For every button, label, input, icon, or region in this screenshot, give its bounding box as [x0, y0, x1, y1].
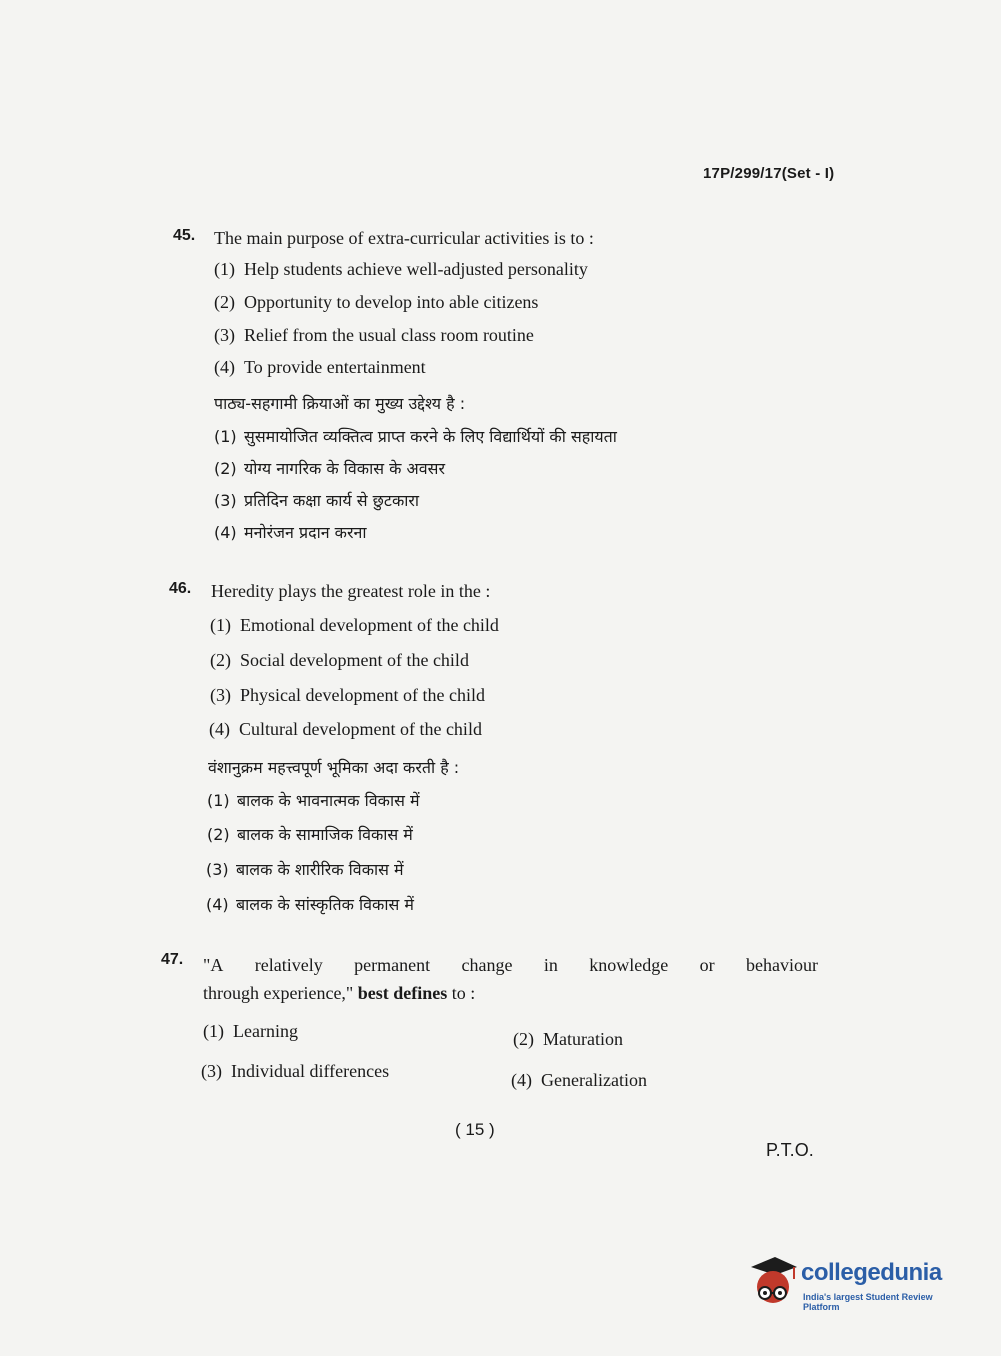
- question-47-text-line2: through experience," best defines to :: [203, 983, 476, 1003]
- q45-option-2: (2) Opportunity to develop into able citizens: [214, 292, 539, 312]
- q46-option-3: (3) Physical development of the child: [210, 685, 485, 705]
- question-45-text-hindi: पाठ्य-सहगामी क्रियाओं का मुख्य उद्देश्य है :: [214, 394, 466, 413]
- question-45-number: 45.: [173, 227, 196, 244]
- question-46-text-hindi: वंशानुक्रम महत्त्वपूर्ण भूमिका अदा करती है :: [208, 758, 460, 777]
- q47-option-3: (3) Individual differences: [201, 1061, 390, 1081]
- q47-option-2: (2) Maturation: [513, 1029, 623, 1049]
- q46-option-2-hindi: (2) बालक के सामाजिक विकास में: [207, 825, 413, 844]
- q45-option-4: (4) To provide entertainment: [214, 357, 426, 377]
- q47-option-1: (1) Learning: [203, 1021, 298, 1041]
- brand-tagline: India's largest Student Review Platform: [803, 1292, 933, 1312]
- question-47-number: 47.: [161, 951, 184, 968]
- question-46-text: Heredity plays the greatest role in the :: [211, 581, 491, 601]
- q46-option-1: (1) Emotional development of the child: [210, 615, 499, 635]
- brand-name: collegedunia: [801, 1259, 942, 1286]
- q45-option-2-hindi: (2) योग्य नागरिक के विकास के अवसर: [214, 459, 445, 478]
- q46-option-2: (2) Social development of the child: [210, 650, 469, 670]
- collegedunia-logo: [745, 1253, 970, 1313]
- q46-option-4-hindi: (4) बालक के सांस्कृतिक विकास में: [206, 895, 414, 914]
- q46-option-1-hindi: (1) बालक के भावनात्मक विकास में: [207, 791, 420, 810]
- q45-option-1-hindi: (1) सुसमायोजित व्यक्तित्व प्राप्त करने के लिए विद्यार्थियों की सहायता: [214, 427, 617, 446]
- question-46-number: 46.: [169, 580, 192, 597]
- page-number: ( 15 ): [455, 1120, 495, 1139]
- q45-option-4-hindi: (4) मनोरंजन प्रदान करना: [214, 523, 367, 542]
- q45-option-1: (1) Help students achieve well-adjusted personality: [214, 259, 588, 279]
- pto-label: P.T.O.: [766, 1140, 814, 1160]
- mascot-icon: [745, 1253, 801, 1309]
- paper-code: 17P/299/17(Set - I): [703, 165, 835, 182]
- q46-option-3-hindi: (3) बालक के शारीरिक विकास में: [206, 860, 404, 879]
- q46-option-4: (4) Cultural development of the child: [209, 719, 482, 739]
- q45-option-3-hindi: (3) प्रतिदिन कक्षा कार्य से छुटकारा: [214, 491, 420, 510]
- q45-option-3: (3) Relief from the usual class room routine: [214, 325, 534, 345]
- question-45-text: The main purpose of extra-curricular activities is to :: [214, 228, 594, 248]
- q47-option-4: (4) Generalization: [511, 1070, 647, 1090]
- question-47-text-line1: "A relatively permanent change in knowledge or behaviour: [203, 955, 818, 975]
